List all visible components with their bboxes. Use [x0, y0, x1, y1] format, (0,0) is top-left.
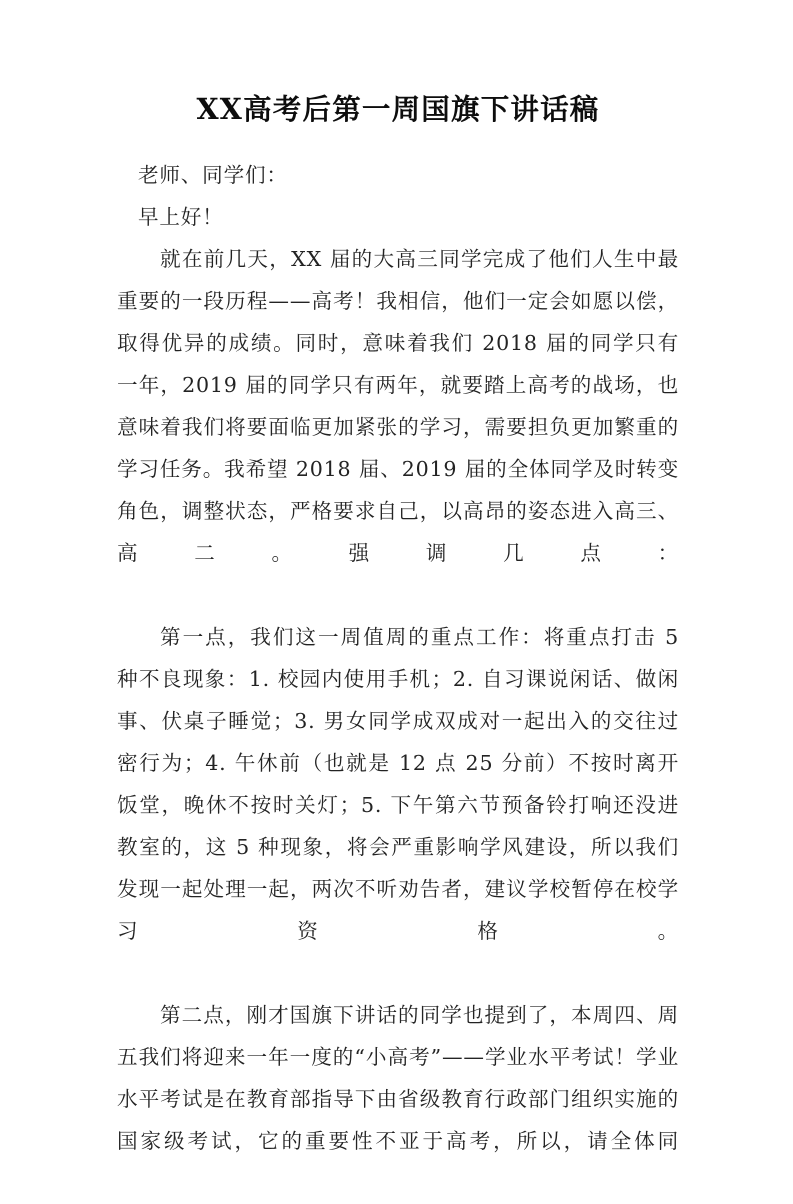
paragraph-body-1: 就在前几天，XX 届的大高三同学完成了他们人生中最重要的一段历程——高考！我相信，他们一定会如愿以偿，取得优异的成绩。同时，意味着我们 2018 届的同学只有一年，2019 届的同学只有两年，就要踏上高考的战场，也意味着我们将要面临更加紧张的学习，需要担负更加繁重的学习任务。我希望 2018 届、2019 届的全体同学及时转变角色，调整状态，严格要求自己，以高昂的姿态进入高三、高二。强调几点： — [117, 247, 679, 565]
paragraph-body-3: 第二点，刚才国旗下讲话的同学也提到了，本周四、周五我们将迎来一年一度的“小高考”——学业水平考试！学业水平考试是在教育部指导下由省级教育行政部门组织实施的国家级考试，它的重要性不亚于高考，所以，请全体同 — [117, 1003, 679, 1153]
page-title: XX高考后第一周国旗下讲话稿 — [196, 92, 600, 126]
paragraph-body-2: 第一点，我们这一周值周的重点工作：将重点打击 5 种不良现象：1. 校园内使用手机；2. 自习课说闲话、做闲事、伏桌子睡觉；3. 男女同学成双成对一起出入的交往过密行为；4. 午休前（也就是 12 点 25 分前）不按时离开饭堂，晚休不按时关灯；5. 下午第六节预备铃打响还没进教室的，这 5 种现象，将会严重影响学风建设，所以我们发现一起处理一起，两次不听劝告者，建议学校暂停在校学习资格。 — [117, 625, 679, 943]
paragraph-salutation: 老师、同学们： — [138, 163, 288, 187]
paragraph-greeting: 早上好！ — [138, 205, 224, 229]
document-body — [117, 86, 679, 1204]
